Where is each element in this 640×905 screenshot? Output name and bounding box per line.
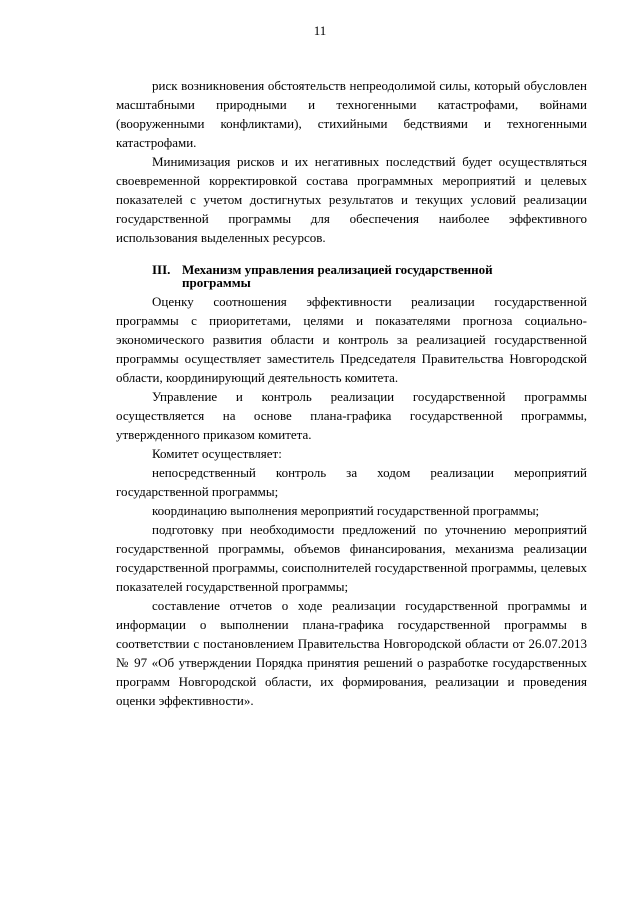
paragraph-evaluation: Оценку соотношения эффективности реализации государственной программы с приоритетами, целями и показателями прогноза социально-экономического развития области и контроль за реализацией государственной программы осуществляет заместитель Председателя Правительства Новгородской области, координирующий деятельность комитета. [116,294,587,385]
section-title: Механизм управления реализацией государственной программы [182,262,493,290]
section-heading [116,263,587,289]
paragraph-management-control: Управление и контроль реализации государственной программы осуществляется на основе плана-графика государственной программы, утвержденного приказом комитета. [116,389,587,442]
list-item-reports: составление отчетов о ходе реализации государственной программы и информации о выполнении плана-графика государственной программы в соответствии с постановлением Правительства Новгородской области от 26.07.2013 № 97 «Об утверждении Порядка принятия решений о разработке государственных программ Новгородской области, их формирования, реализации и проведения оценки эффективности». [116,598,587,708]
paragraph-committee-duties-intro: Комитет осуществляет: [152,446,282,461]
list-item-proposals: подготовку при необходимости предложений по уточнению мероприятий государственной программы, объемов финансирования, механизма реализации государственной программы, соисполнителей государственной программы, целевых показателей государственной программы; [116,522,587,594]
list-item-coordination: координацию выполнения мероприятий государственной программы; [152,503,540,518]
paragraph-force-majeure-risk: риск возникновения обстоятельств непреодолимой силы, который обусловлен масштабными природными и техногенными катастрофами, войнами (вооруженными конфликтами), стихийными бедствиями и техногенными катастрофами. [116,78,587,150]
paragraph-risk-minimization: Минимизация рисков и их негативных последствий будет осуществляться своевременной корректировкой состава программных мероприятий и целевых показателей с учетом достигнутых результатов и текущих условий реализации государственной программы для обеспечения наиболее эффективного использования выделенных ресурсов. [116,154,587,245]
page-content [116,76,587,710]
section-number: III. [152,262,171,277]
page-number: 11 [313,23,327,38]
list-item-direct-control: непосредственный контроль за ходом реализации мероприятий государственной программы; [116,465,587,499]
